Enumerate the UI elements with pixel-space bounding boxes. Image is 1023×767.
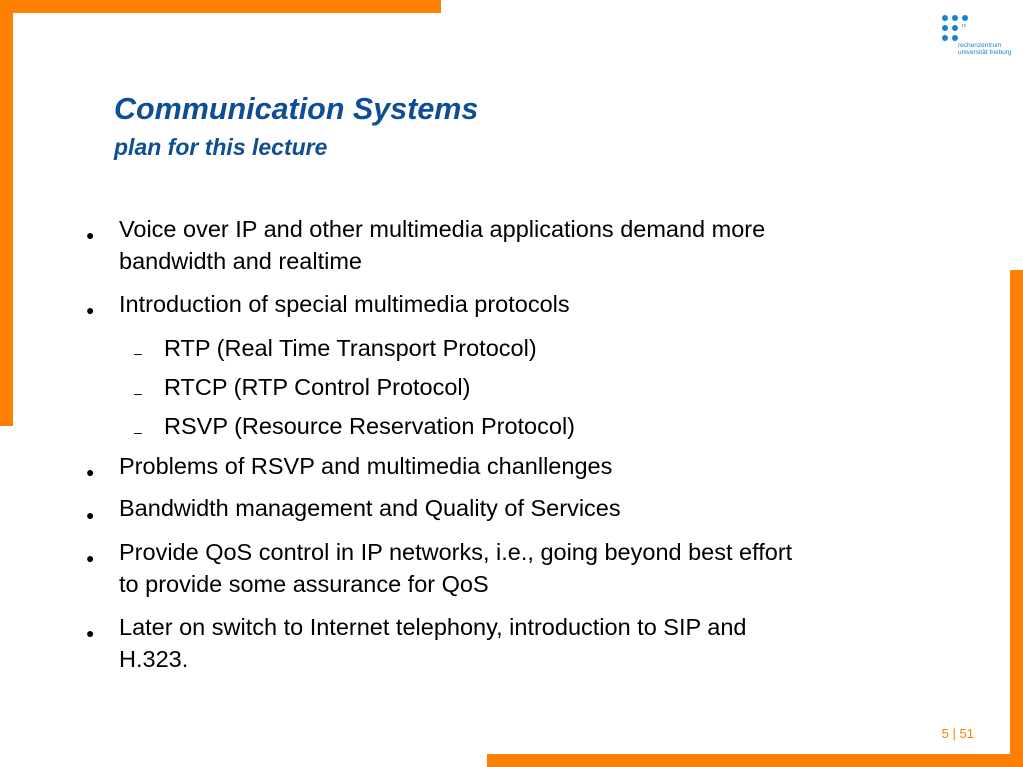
dash-marker: – — [134, 424, 142, 440]
bullet-marker: ● — [86, 507, 95, 523]
bullet-6-line-1: Later on switch to Internet telephony, introduction to SIP and — [119, 614, 747, 640]
bullet-5-line-2: to provide some assurance for QoS — [119, 571, 489, 597]
dash-marker: – — [134, 385, 142, 401]
logo-line-1: rechenzentrum — [958, 42, 1002, 49]
bullet-6-line-2: H.323. — [119, 646, 189, 672]
subbullet-3: RSVP (Resource Reservation Protocol) — [164, 413, 575, 439]
page-separator: | — [952, 726, 956, 741]
bullet-marker: ● — [86, 227, 95, 243]
logo-line-2: universität freiburg — [958, 49, 1012, 56]
bullet-marker: ● — [86, 625, 95, 641]
page-total: 51 — [959, 726, 974, 741]
bullet-1-line-2: bandwidth and realtime — [119, 248, 362, 274]
bullet-4-line-1: Bandwidth management and Quality of Services — [119, 495, 621, 521]
page-number — [942, 726, 974, 741]
page-current: 5 — [941, 726, 949, 741]
bullet-marker: ● — [86, 464, 95, 480]
bullet-2-line-1: Introduction of special multimedia protocols — [119, 291, 570, 317]
bullet-marker: ● — [86, 302, 95, 318]
slide-subtitle: plan for this lecture — [114, 134, 328, 160]
slide-title: Communication Systems — [114, 92, 479, 126]
subbullet-1: RTP (Real Time Transport Protocol) — [164, 335, 537, 361]
logo-mark: rz — [962, 23, 967, 29]
bullet-marker: ● — [86, 550, 95, 566]
bullet-3-line-1: Problems of RSVP and multimedia chanllenges — [119, 453, 613, 479]
subbullet-2: RTCP (RTP Control Protocol) — [164, 374, 471, 400]
bullet-5-line-1: Provide QoS control in IP networks, i.e., going beyond best effort — [119, 539, 793, 565]
bullet-1-line-1: Voice over IP and other multimedia applications demand more — [119, 216, 766, 242]
dash-marker: – — [134, 345, 142, 361]
